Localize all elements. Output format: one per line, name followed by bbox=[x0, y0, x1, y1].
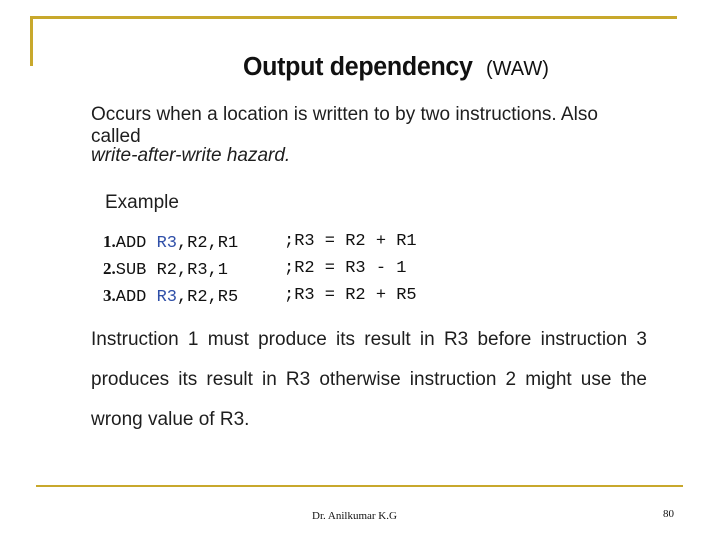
slide-title: Output dependency bbox=[243, 52, 473, 82]
frame-left-border bbox=[30, 16, 33, 66]
code-line-1 bbox=[103, 232, 238, 253]
code-opcode: ADD bbox=[115, 288, 157, 307]
code-line-number: 1. bbox=[103, 232, 116, 251]
code-comment-1: ;R3 = R2 + R1 bbox=[284, 232, 417, 251]
code-opcode: SUB bbox=[115, 261, 157, 280]
code-operands: ,R2,R5 bbox=[176, 288, 239, 307]
footer-author: Dr. Anilkumar K.G bbox=[312, 510, 397, 522]
code-operands: ,R3,1 bbox=[176, 261, 228, 280]
code-line-number: 2. bbox=[103, 259, 116, 278]
code-destination-register: R2 bbox=[156, 261, 177, 280]
code-operands: ,R2,R1 bbox=[176, 234, 239, 253]
slide-title-suffix: (WAW) bbox=[486, 58, 549, 80]
code-opcode: ADD bbox=[115, 234, 157, 253]
intro-line-2: write-after-write hazard. bbox=[91, 145, 291, 166]
explanation-line-2: produces its result in R3 otherwise instruction 2 might use the bbox=[91, 369, 647, 390]
example-heading: Example bbox=[105, 192, 179, 213]
code-line-3 bbox=[103, 286, 238, 307]
explanation-line-1: Instruction 1 must produce its result in R3 before instruction 3 bbox=[91, 329, 647, 350]
code-destination-register: R3 bbox=[156, 288, 177, 307]
code-line-number: 3. bbox=[103, 286, 116, 305]
code-line-2 bbox=[103, 259, 228, 280]
page-number: 80 bbox=[663, 508, 674, 520]
code-comment-3: ;R3 = R2 + R5 bbox=[284, 286, 417, 305]
explanation-line-3: wrong value of R3. bbox=[91, 409, 250, 430]
code-comment-2: ;R2 = R3 - 1 bbox=[284, 259, 407, 278]
frame-bottom-border bbox=[36, 485, 683, 487]
frame-top-border bbox=[30, 16, 677, 19]
intro-line-1: Occurs when a location is written to by two instructions. Also called bbox=[91, 104, 598, 147]
code-destination-register: R3 bbox=[156, 234, 177, 253]
